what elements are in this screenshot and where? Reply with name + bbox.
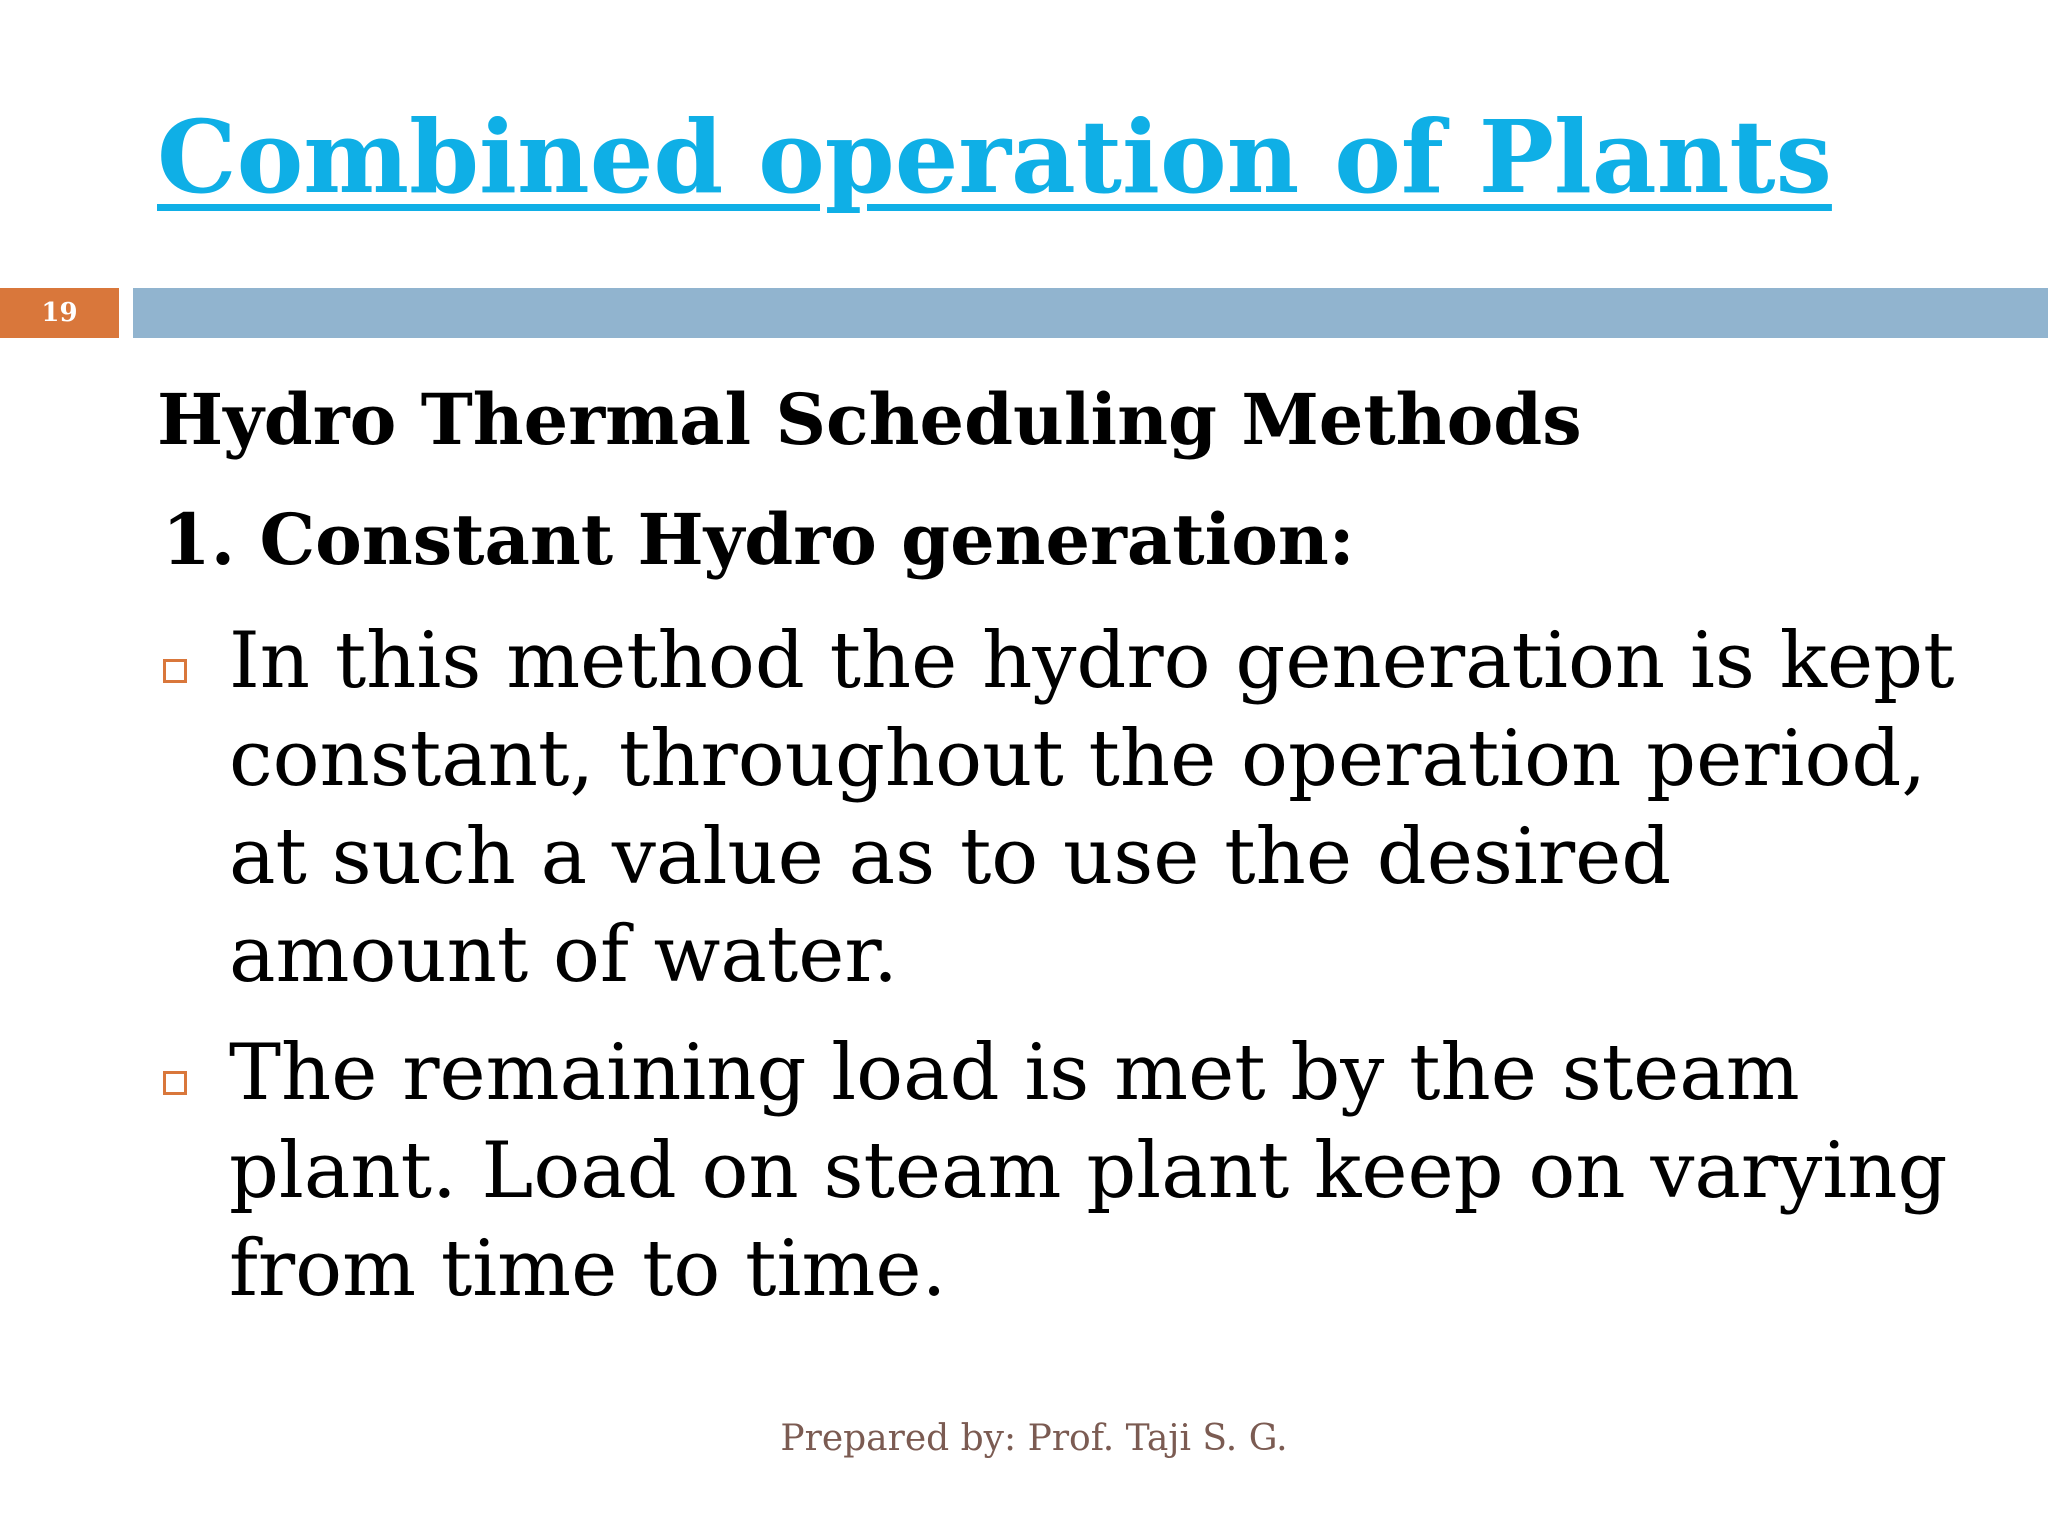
bullet-item — [157, 1024, 2017, 1318]
hollow-square-bullet-icon — [163, 1071, 187, 1095]
slide-title: Combined operation of Plants — [157, 98, 1832, 216]
bullet-text-line: at such a value as to use the desired — [229, 812, 1672, 902]
method-heading: 1. Constant Hydro generation: — [162, 498, 1355, 581]
bullet-text-line: from time to time. — [229, 1224, 947, 1314]
section-heading: Hydro Thermal Scheduling Methods — [157, 378, 1582, 461]
bullet-text-line: constant, throughout the operation period, — [229, 714, 1927, 804]
bullet-text-line: plant. Load on steam plant keep on varying — [229, 1126, 1948, 1216]
bullet-text-line: The remaining load is met by the steam — [229, 1028, 1800, 1118]
slide-number-badge: 19 — [0, 288, 119, 338]
bullet-text-line: amount of water. — [229, 910, 898, 1000]
bullet-item — [157, 612, 2017, 1004]
bullet-text-line: In this method the hydro generation is kept — [229, 616, 1955, 706]
slide-footer: Prepared by: Prof. Taji S. G. — [780, 1418, 1288, 1459]
header-divider-bar — [133, 288, 2048, 338]
bullet-list — [157, 612, 2017, 1338]
hollow-square-bullet-icon — [163, 659, 187, 683]
